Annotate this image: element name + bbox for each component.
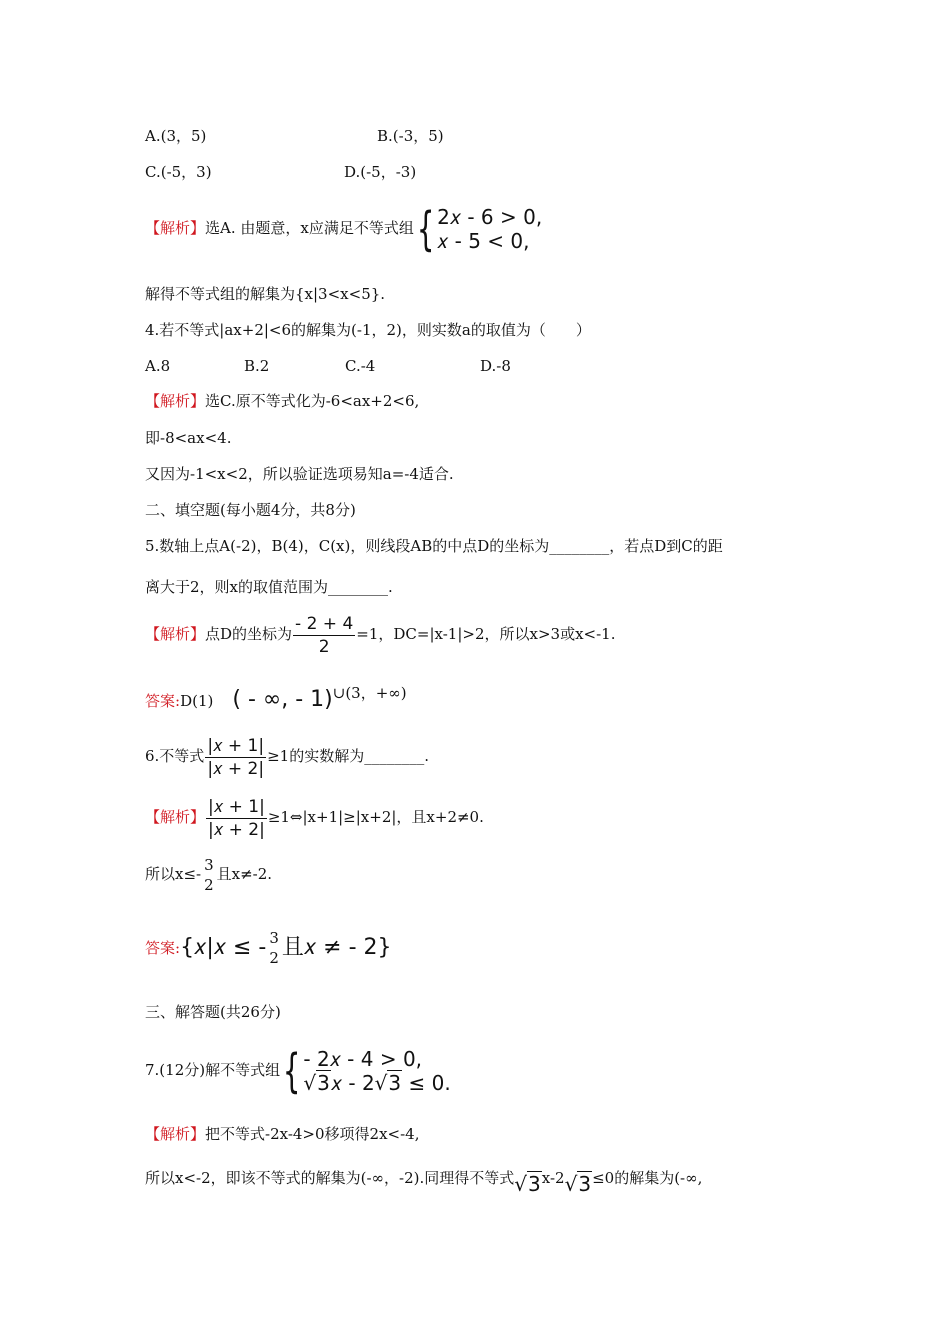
q5-sol-pre: 点D的坐标为 [205, 625, 293, 643]
q7-eq2-rad2: 3 [388, 1071, 402, 1095]
q4-solution-3: 又因为-1<x<2，所以验证选项易知a=-4适合. [145, 465, 454, 483]
q6-ans-fraction [267, 929, 281, 967]
q6-sol2-post: 且x≠-2. [216, 865, 273, 883]
q6-sol-frac-num: |𝑥 + 1| [208, 796, 265, 817]
q6-solution [145, 794, 484, 840]
q6-stem-pre: 6.不等式 [145, 747, 205, 765]
q4-stem: 4.若不等式|ax+2|<6的解集为(-1，2)，则实数a的取值为（ ） [145, 321, 591, 339]
q3-result: 解得不等式组的解集为{x|3<x<5}. [145, 285, 386, 303]
q6-sol2-pre: 所以x≤- [145, 865, 202, 883]
q7-eq2-end: ≤ 0. [402, 1071, 451, 1095]
q5-stem-2: 离大于2，则x的取值范围为________. [145, 578, 393, 596]
q6-sol2-num: 3 [204, 856, 214, 874]
q7-sol2-rad2: 3 [578, 1172, 592, 1196]
q3-solution-text: 选A. 由题意，x应满足不等式组 [205, 219, 414, 237]
q3-eq1: 2𝑥 - 6 > 0, [437, 205, 543, 229]
q5-fraction [293, 614, 355, 657]
q6-ans-num: 3 [269, 929, 279, 947]
q3-option-b: B.(-3，5) [377, 127, 444, 145]
q7-sol2-rad1: 3 [528, 1172, 541, 1196]
q6-sol2-den: 2 [204, 876, 214, 894]
q3-solution [145, 203, 542, 254]
q4-option-b: B.2 [244, 357, 270, 375]
q5-frac-num: - 2 + 4 [295, 613, 354, 634]
q4-sol1-text: 选C.原不等式化为-6<ax+2<6, [205, 392, 420, 410]
q6-ans-right: 且𝑥 ≠ - 2} [281, 935, 392, 960]
jiexi-label: 【解析】 [145, 625, 206, 643]
section-3-heading: 三、解答题(共26分) [145, 1003, 281, 1021]
q3-option-c: C.(-5，3) [145, 163, 212, 181]
section-2-heading: 二、填空题(每小题4分，共8分) [145, 501, 356, 519]
q7-sol1-text: 把不等式-2x-4>0移项得2x<-4, [205, 1125, 420, 1143]
q3-option-d: D.(-5，-3) [344, 163, 417, 181]
q4-option-d: D.-8 [480, 357, 511, 375]
answer-label: 答案: [145, 692, 181, 710]
q6-solution-2 [145, 853, 272, 895]
jiexi-label: 【解析】 [145, 392, 206, 410]
q5-ans-pre: D(1) [180, 692, 214, 710]
left-brace: { [282, 1044, 301, 1098]
q7-sol2-mid: x-2 [541, 1169, 565, 1187]
jiexi-label: 【解析】 [145, 1125, 206, 1143]
q4-option-a: A.8 [145, 357, 171, 375]
q7-eq2-rad1: 3 [317, 1071, 330, 1095]
q4-solution-1 [145, 391, 419, 411]
q7-system [303, 1047, 450, 1095]
q5-frac-den: 2 [318, 636, 330, 657]
q7-stem [145, 1040, 451, 1100]
q4-solution-2: 即-8<ax<4. [145, 429, 232, 447]
q6-sol-post: ≥1⇔|x+1|≥|x+2|，且x+2≠0. [267, 808, 484, 826]
q6-sol-fraction [206, 797, 267, 840]
q7-solution-1 [145, 1124, 420, 1144]
q5-ans-post: ∪(3，+∞) [332, 684, 407, 702]
q6-fraction [205, 736, 266, 779]
q7-sol2-pre: 所以x<-2，即该不等式的解集为(-∞，-2).同理得不等式 [145, 1169, 515, 1187]
answer-label: 答案: [145, 939, 181, 957]
left-brace: { [416, 202, 435, 256]
q3-system [437, 205, 542, 253]
q5-sol-post: =1，DC=|x-1|>2，所以x>3或x<-1. [356, 625, 616, 643]
q7-sol2-post: ≤0的解集为(-∞, [592, 1169, 703, 1187]
q3-eq2: 𝑥 - 5 < 0, [437, 229, 530, 253]
q6-sol2-fraction [202, 856, 216, 894]
q6-sol-frac-den: |𝑥 + 2| [208, 819, 265, 840]
jiexi-label: 【解析】 [145, 808, 206, 826]
q6-answer [145, 922, 392, 973]
q7-eq2-mid: 𝑥 - 2 [330, 1071, 375, 1095]
q5-ans-interval: ( - ∞, - 1) [232, 687, 333, 712]
sqrt-symbol: √3 [303, 1071, 330, 1095]
q6-ans-den: 2 [269, 949, 279, 967]
q7-stem-text: 7.(12分)解不等式组 [145, 1061, 281, 1079]
q7-solution-2 [145, 1160, 702, 1202]
q6-stem [145, 733, 429, 779]
q6-ans-left: {𝑥|𝑥 ≤ - [180, 935, 267, 960]
q6-stem-post: ≥1的实数解为________. [267, 747, 429, 765]
sqrt-symbol: √3 [514, 1172, 541, 1196]
q6-frac-den: |𝑥 + 2| [207, 758, 265, 779]
q3-option-a: A.(3，5) [145, 127, 207, 145]
q5-stem-1: 5.数轴上点A(-2)，B(4)，C(x)，则线段AB的中点D的坐标为________，若点D到C的距 [145, 537, 723, 555]
q7-eq2 [303, 1071, 450, 1095]
q5-solution [145, 612, 615, 657]
q5-answer [145, 676, 407, 718]
sqrt-symbol: √3 [374, 1071, 402, 1095]
sqrt-symbol: √3 [564, 1172, 592, 1196]
q4-option-c: C.-4 [345, 357, 376, 375]
jiexi-label: 【解析】 [145, 219, 206, 237]
q7-eq1: - 2𝑥 - 4 > 0, [303, 1047, 423, 1071]
q6-frac-num: |𝑥 + 1| [207, 735, 265, 756]
